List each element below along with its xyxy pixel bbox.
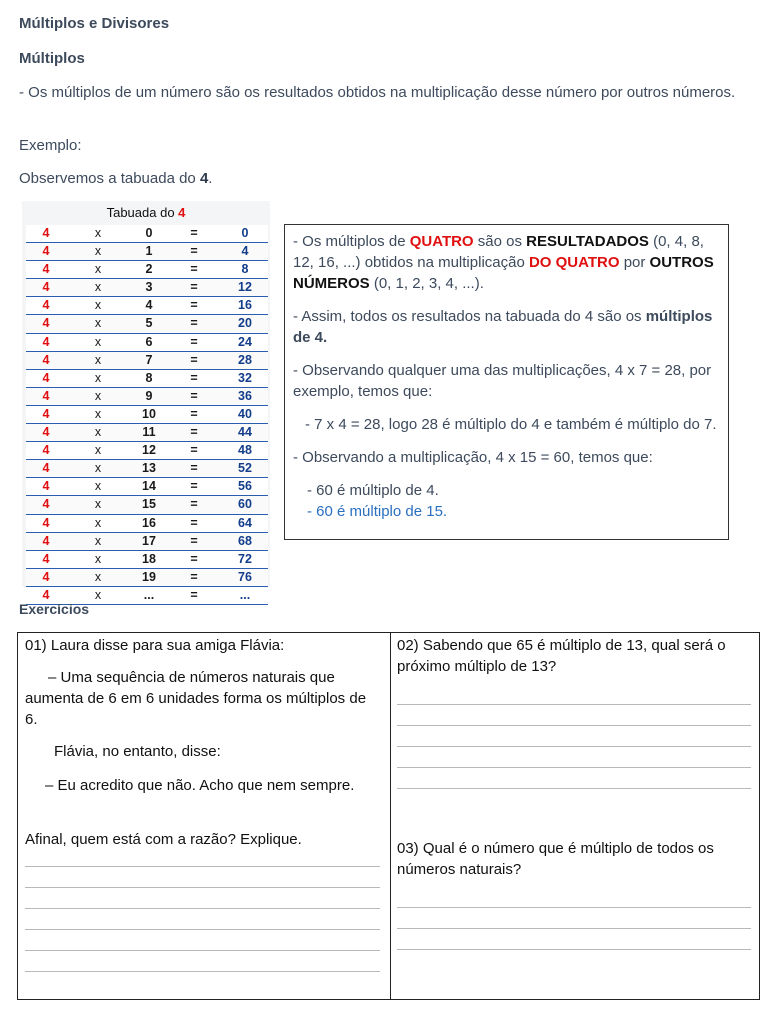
tabuada-multiplicand: 4 — [42, 352, 50, 367]
tabuada-times-sign: x — [94, 226, 102, 240]
definition-text: - Os múltiplos de um número são os resultados obtidos na multiplicação desse número por outros números. — [19, 84, 736, 101]
tabuada-multiplier: 7 — [145, 352, 153, 367]
tabuada-multiplicand: 4 — [42, 226, 50, 240]
tabuada-multiplier: 3 — [145, 280, 153, 295]
observe-number: 4 — [199, 170, 209, 187]
tabuada-multiplicand: 4 — [42, 443, 50, 458]
observe-suffix: . — [208, 170, 213, 187]
exp-bold: múltiplos de 4. — [293, 308, 713, 346]
q1-line5: Afinal, quem está com a razão? Explique. — [25, 831, 302, 848]
tabuada-times-sign: x — [94, 316, 102, 331]
tabuada-product: 36 — [238, 388, 252, 403]
tabuada-product: 64 — [238, 515, 252, 530]
answer-line — [25, 887, 380, 888]
tabuada-grid — [26, 225, 268, 605]
tabuada-product: 28 — [238, 352, 252, 367]
tabuada-row — [26, 478, 268, 496]
tabuada-multiplier: 14 — [142, 479, 156, 494]
tabuada-row — [26, 279, 268, 297]
tabuada-times-sign: x — [94, 298, 102, 313]
tabuada-equals-sign: = — [190, 515, 198, 530]
q2-text: 02) Sabendo que 65 é múltiplo de 13, qual será o próximo múltiplo de 13? — [397, 637, 726, 675]
tabuada-multiplier: 12 — [142, 443, 156, 458]
tabuada-multiplicand: 4 — [42, 551, 50, 566]
tabuada-equals-sign: = — [190, 533, 198, 548]
tabuada-times-sign: x — [94, 406, 102, 421]
tabuada-multiplier: 17 — [142, 533, 156, 548]
tabuada-equals-sign: = — [190, 497, 198, 512]
tabuada-multiplicand: 4 — [42, 334, 50, 349]
tabuada-multiplier: 10 — [142, 406, 156, 421]
tabuada-times-sign: x — [94, 461, 102, 476]
tabuada-equals-sign: = — [190, 479, 198, 494]
tabuada-multiplicand: 4 — [42, 406, 50, 421]
tabuada-times-sign: x — [94, 479, 102, 494]
tabuada-row — [26, 225, 268, 243]
tabuada-multiplier: 13 — [142, 461, 156, 476]
example-label: Exemplo: — [19, 137, 82, 154]
tabuada-times-sign: x — [94, 515, 102, 530]
tabuada-multiplicand: 4 — [42, 298, 50, 313]
tabuada-row — [26, 370, 268, 388]
tabuada-product: 32 — [238, 370, 252, 385]
tabuada-multiplicand: 4 — [42, 370, 50, 385]
tabuada-row — [26, 261, 268, 279]
q3-text: 03) Qual é o número que é múltiplo de todos os números naturais? — [397, 840, 714, 878]
tabuada-equals-sign: = — [190, 370, 198, 385]
tabuada-equals-sign: = — [190, 226, 198, 240]
tabuada-multiplier: 8 — [145, 370, 153, 385]
tabuada-times-sign: x — [94, 262, 102, 277]
tabuada-multiplicand: 4 — [42, 425, 50, 440]
tabuada-row — [26, 297, 268, 315]
tabuada-row — [26, 388, 268, 406]
tabuada-row — [26, 406, 268, 424]
tabuada-equals-sign: = — [190, 425, 198, 440]
tabuada-product: 4 — [241, 244, 249, 259]
tabuada-product: ... — [239, 587, 251, 602]
answer-line — [397, 928, 751, 929]
tabuada-equals-sign: = — [190, 316, 198, 331]
tabuada-equals-sign: = — [190, 298, 198, 313]
tabuada-image — [22, 201, 270, 602]
tabuada-equals-sign: = — [190, 569, 198, 584]
answer-line — [25, 908, 380, 909]
observe-prefix: Observemos a tabuada do — [19, 170, 200, 187]
tabuada-row — [26, 533, 268, 551]
tabuada-row — [26, 496, 268, 514]
tabuada-product: 0 — [241, 226, 249, 240]
tabuada-times-sign: x — [94, 587, 102, 602]
tabuada-multiplicand: 4 — [42, 316, 50, 331]
tabuada-multiplicand: 4 — [42, 587, 50, 602]
tabuada-multiplier: 6 — [145, 334, 153, 349]
tabuada-times-sign: x — [94, 244, 102, 259]
tabuada-equals-sign: = — [190, 587, 198, 602]
tabuada-row — [26, 569, 268, 587]
tabuada-multiplier: 19 — [142, 569, 156, 584]
tabuada-multiplier: 9 — [145, 388, 153, 403]
q1-line1: 01) Laura disse para sua amiga Flávia: — [25, 637, 285, 654]
tabuada-multiplier: 15 — [142, 497, 156, 512]
exp-text: (0, 4, 8, 12, 16, ...) obtidos na multiplicação — [293, 233, 704, 271]
tabuada-equals-sign: = — [190, 406, 198, 421]
tabuada-multiplicand: 4 — [42, 497, 50, 512]
tabuada-title-prefix: Tabuada do — [106, 205, 179, 220]
exp-bold: OUTROS NÚMEROS — [293, 254, 714, 292]
tabuada-row — [26, 515, 268, 533]
tabuada-times-sign: x — [94, 388, 102, 403]
tabuada-product: 72 — [238, 551, 252, 566]
tabuada-multiplicand: 4 — [42, 244, 50, 259]
exp-highlight: QUATRO — [409, 233, 474, 250]
tabuada-product: 8 — [241, 262, 249, 277]
tabuada-product: 16 — [238, 298, 252, 313]
tabuada-multiplicand: 4 — [42, 533, 50, 548]
answer-line — [397, 725, 751, 726]
tabuada-title-number: 4 — [178, 205, 186, 220]
tabuada-equals-sign: = — [190, 244, 198, 259]
tabuada-row — [26, 352, 268, 370]
tabuada-times-sign: x — [94, 370, 102, 385]
tabuada-equals-sign: = — [190, 280, 198, 295]
tabuada-row — [26, 334, 268, 352]
explanation-paragraph-5: - Observando a multiplicação, 4 x 15 = 60, temos que: — [293, 449, 653, 466]
tabuada-times-sign: x — [94, 334, 102, 349]
tabuada-multiplicand: 4 — [42, 388, 50, 403]
exercise-cell-right — [391, 633, 759, 999]
explanation-paragraph-1 — [293, 231, 720, 294]
tabuada-multiplier: ... — [143, 587, 155, 602]
tabuada-product: 68 — [238, 533, 252, 548]
tabuada-multiplier: 16 — [142, 515, 156, 530]
tabuada-product: 44 — [238, 425, 252, 440]
tabuada-times-sign: x — [94, 425, 102, 440]
page-title: Múltiplos e Divisores — [19, 15, 170, 32]
tabuada-times-sign: x — [94, 352, 102, 367]
tabuada-multiplier: 18 — [142, 551, 156, 566]
tabuada-times-sign: x — [94, 533, 102, 548]
tabuada-multiplier: 0 — [145, 226, 153, 240]
exp-bold: RESULTADADOS — [526, 233, 649, 250]
tabuada-times-sign: x — [94, 443, 102, 458]
tabuada-product: 20 — [238, 316, 252, 331]
tabuada-times-sign: x — [94, 569, 102, 584]
exp-text: - Os múltiplos de — [293, 233, 410, 250]
answer-line — [25, 866, 380, 867]
tabuada-equals-sign: = — [190, 461, 198, 476]
tabuada-equals-sign: = — [190, 352, 198, 367]
tabuada-multiplier: 11 — [142, 425, 156, 440]
tabuada-row — [26, 460, 268, 478]
answer-line — [25, 971, 380, 972]
tabuada-equals-sign: = — [190, 551, 198, 566]
tabuada-product: 60 — [238, 497, 252, 512]
tabuada-row — [26, 315, 268, 333]
explanation-paragraph-2 — [293, 306, 720, 348]
observe-text — [19, 170, 212, 187]
exp-highlight: DO QUATRO — [528, 254, 620, 271]
exp-text: são os — [473, 233, 527, 250]
section-subtitle: Múltiplos — [19, 50, 85, 67]
tabuada-product: 12 — [238, 280, 252, 295]
tabuada-product: 24 — [238, 334, 252, 349]
exercise-table — [17, 632, 760, 1000]
tabuada-multiplier: 4 — [145, 298, 153, 313]
tabuada-multiplicand: 4 — [42, 461, 50, 476]
explanation-paragraph-3: - Observando qualquer uma das multiplicações, 4 x 7 = 28, por exemplo, temos que: — [293, 362, 712, 400]
tabuada-multiplicand: 4 — [42, 479, 50, 494]
answer-line — [397, 907, 751, 908]
exp-text: (0, 1, 2, 3, 4, ...). — [369, 275, 484, 292]
tabuada-product: 48 — [238, 443, 252, 458]
answer-line — [397, 746, 751, 747]
answer-line — [25, 950, 380, 951]
tabuada-multiplicand: 4 — [42, 569, 50, 584]
tabuada-multiplier: 2 — [145, 262, 153, 277]
exp-text: - Assim, todos os resultados na tabuada do 4 são os — [293, 308, 646, 325]
tabuada-equals-sign: = — [190, 388, 198, 403]
tabuada-product: 76 — [238, 569, 252, 584]
exercises-title: Exercícios — [19, 601, 90, 617]
tabuada-row — [26, 442, 268, 460]
tabuada-equals-sign: = — [190, 262, 198, 277]
tabuada-row — [26, 551, 268, 569]
q1-line3: Flávia, no entanto, disse: — [54, 743, 221, 760]
tabuada-product: 40 — [238, 406, 252, 421]
answer-line — [397, 704, 751, 705]
answer-line — [25, 929, 380, 930]
explanation-paragraph-7: - 60 é múltiplo de 15. — [307, 503, 448, 520]
tabuada-multiplicand: 4 — [42, 280, 50, 295]
tabuada-equals-sign: = — [190, 334, 198, 349]
tabuada-times-sign: x — [94, 280, 102, 295]
answer-line — [397, 767, 751, 768]
tabuada-times-sign: x — [94, 497, 102, 512]
explanation-box — [284, 224, 729, 540]
tabuada-multiplicand: 4 — [42, 262, 50, 277]
tabuada-equals-sign: = — [190, 443, 198, 458]
answer-line — [397, 788, 751, 789]
q1-line2: – Uma sequência de números naturais que aumenta de 6 em 6 unidades forma os múltiplos de 6. — [25, 669, 367, 728]
q1-line4: – Eu acredito que não. Acho que nem sempre. — [45, 777, 355, 794]
answer-line — [397, 949, 751, 950]
tabuada-multiplicand: 4 — [42, 515, 50, 530]
tabuada-row — [26, 243, 268, 261]
exp-text: por — [619, 254, 650, 271]
tabuada-multiplier: 1 — [145, 244, 153, 259]
tabuada-times-sign: x — [94, 551, 102, 566]
tabuada-multiplier: 5 — [145, 316, 153, 331]
tabuada-product: 56 — [238, 479, 252, 494]
exercise-cell-left — [18, 633, 391, 999]
tabuada-row — [26, 424, 268, 442]
explanation-paragraph-6: - 60 é múltiplo de 4. — [307, 482, 439, 499]
explanation-paragraph-4: - 7 x 4 = 28, logo 28 é múltiplo do 4 e também é múltiplo do 7. — [305, 416, 717, 433]
tabuada-title — [22, 205, 270, 220]
tabuada-product: 52 — [238, 461, 252, 476]
